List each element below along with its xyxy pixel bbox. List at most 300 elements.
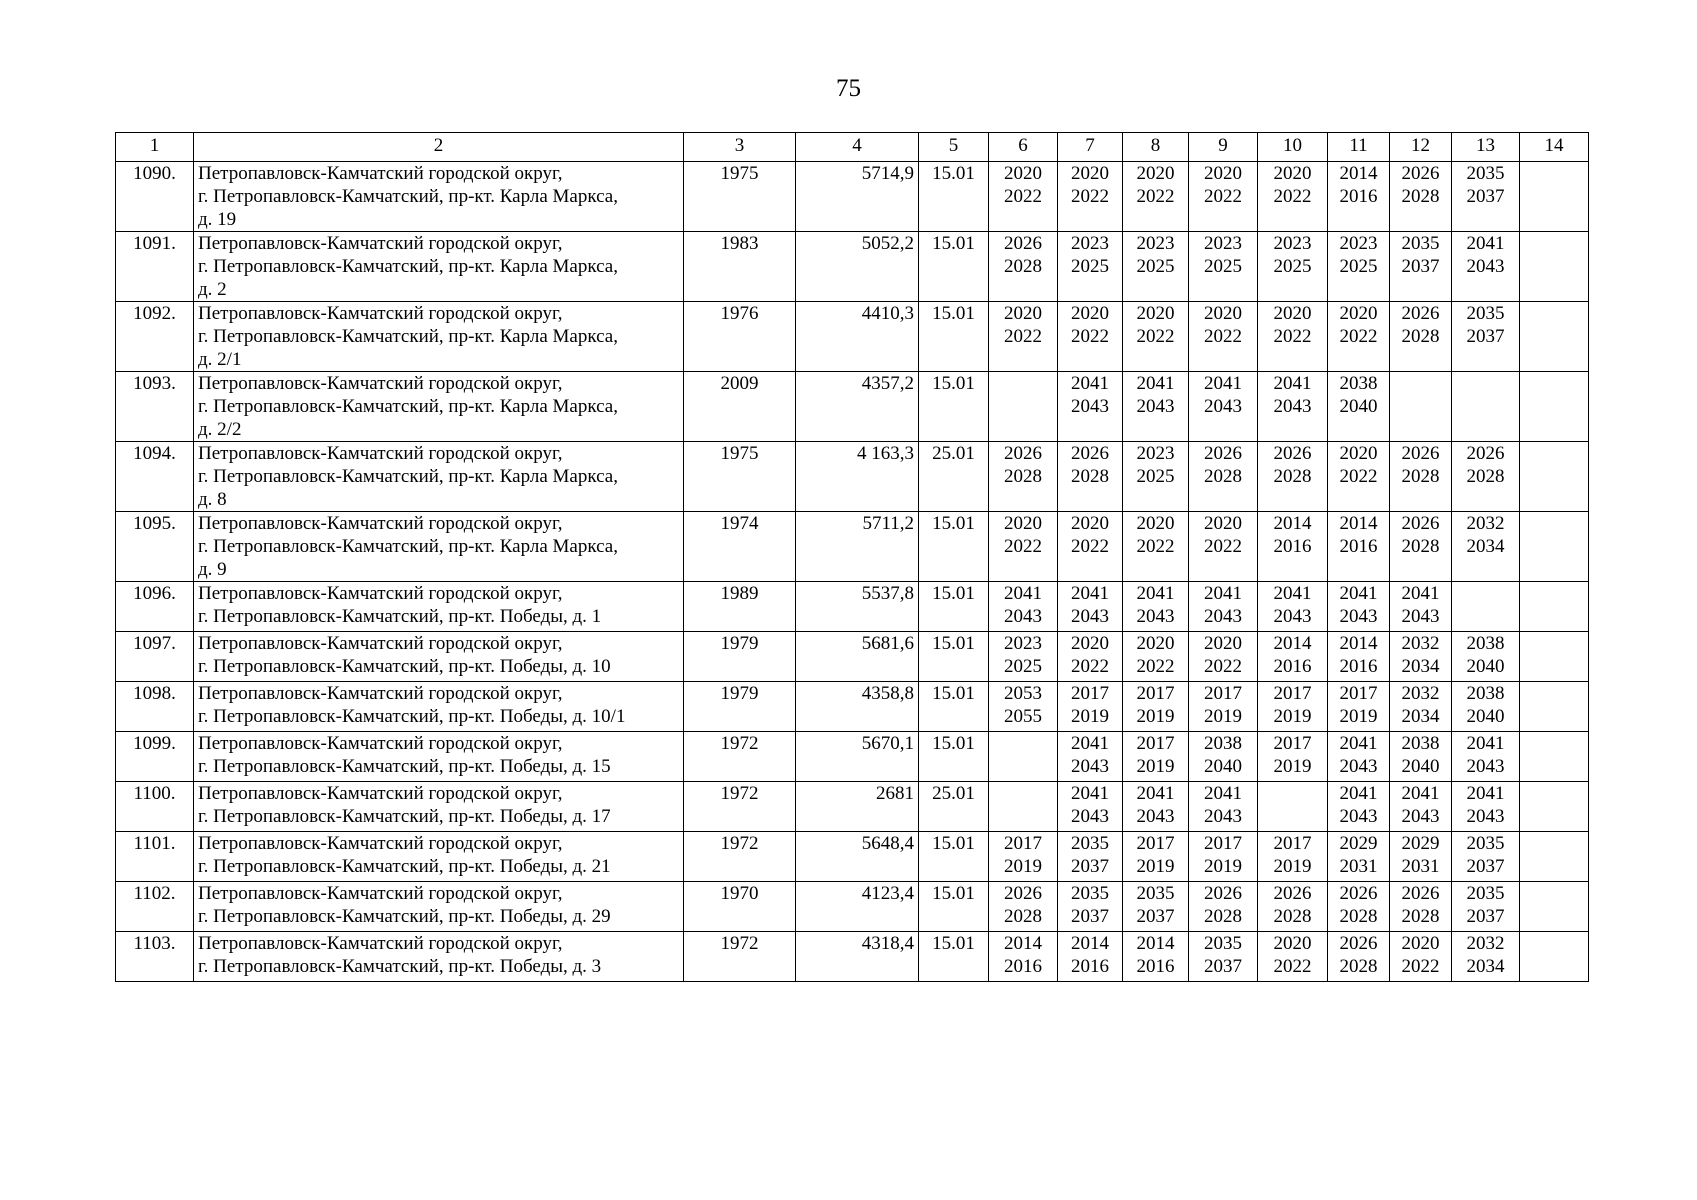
area-cell: 4410,3 — [796, 302, 919, 372]
period-start-year: 2053 — [1004, 683, 1042, 704]
address-line: д. 8 — [198, 489, 227, 510]
column-14-cell — [1520, 582, 1589, 632]
period-start-year: 2020 — [1204, 513, 1242, 534]
period-cell — [1390, 232, 1452, 302]
period-end-year: 2022 — [1136, 326, 1175, 347]
period-end-year: 2034 — [1401, 706, 1440, 727]
period-cell — [1189, 632, 1258, 682]
period-cell — [1058, 632, 1123, 682]
build-year-cell: 1972 — [684, 932, 796, 982]
period-start-year: 2035 — [1401, 233, 1440, 254]
address-cell — [194, 782, 684, 832]
period-cell — [1452, 302, 1520, 372]
period-end-year: 2043 — [1273, 396, 1312, 417]
period-end-year: 2016 — [1136, 956, 1175, 977]
period-start-year: 2026 — [1204, 443, 1242, 464]
period-end-year: 2022 — [1004, 536, 1042, 557]
period-end-year: 2028 — [1401, 466, 1440, 487]
address-line: Петропавловск-Камчатский городской округ, — [198, 513, 563, 534]
period-start-year: 2041 — [1273, 373, 1312, 394]
period-end-year: 2055 — [1004, 706, 1042, 727]
period-end-year: 2043 — [1004, 606, 1042, 627]
period-cell — [1328, 442, 1390, 512]
period-start-year: 2014 — [1136, 933, 1175, 954]
period-cell — [1189, 732, 1258, 782]
period-cell — [989, 372, 1058, 442]
period-end-year: 2028 — [1401, 906, 1440, 927]
row-number-cell: 1103. — [116, 932, 194, 982]
period-end-year: 2040 — [1204, 756, 1242, 777]
column-14-cell — [1520, 162, 1589, 232]
period-end-year: 2028 — [1004, 466, 1042, 487]
period-cell — [1258, 302, 1328, 372]
address-cell — [194, 632, 684, 682]
period-start-year: 2017 — [1273, 683, 1312, 704]
period-end-year: 2022 — [1071, 326, 1109, 347]
table-row — [116, 782, 1589, 832]
code-cell: 15.01 — [919, 732, 989, 782]
period-cell — [1328, 162, 1390, 232]
period-cell — [1123, 782, 1189, 832]
period-start-year: 2017 — [1004, 833, 1042, 854]
address-line: г. Петропавловск-Камчатский, пр-кт. Карла Маркса, — [198, 326, 618, 347]
period-start-year: 2023 — [1004, 633, 1042, 654]
period-start-year: 2017 — [1273, 733, 1312, 754]
area-cell: 4357,2 — [796, 372, 919, 442]
build-year-cell: 1989 — [684, 582, 796, 632]
period-cell — [1390, 682, 1452, 732]
period-start-year: 2014 — [1339, 513, 1378, 534]
period-start-year: 2020 — [1004, 163, 1042, 184]
period-cell — [1452, 832, 1520, 882]
period-cell — [1452, 442, 1520, 512]
code-cell: 15.01 — [919, 932, 989, 982]
period-start-year: 2035 — [1071, 883, 1109, 904]
period-cell — [1189, 442, 1258, 512]
period-start-year: 2035 — [1136, 883, 1175, 904]
code-cell: 25.01 — [919, 442, 989, 512]
row-number-cell: 1094. — [116, 442, 194, 512]
address-cell — [194, 442, 684, 512]
table-row — [116, 372, 1589, 442]
row-number-cell: 1097. — [116, 632, 194, 682]
period-start-year: 2026 — [1401, 443, 1440, 464]
period-cell — [989, 782, 1058, 832]
period-end-year: 2019 — [1204, 706, 1242, 727]
period-start-year: 2020 — [1339, 303, 1378, 324]
period-cell — [1123, 732, 1189, 782]
period-start-year: 2026 — [1401, 303, 1440, 324]
build-year-cell: 1972 — [684, 832, 796, 882]
period-cell — [1058, 732, 1123, 782]
table-row — [116, 582, 1589, 632]
period-end-year: 2043 — [1466, 806, 1505, 827]
period-start-year: 2035 — [1204, 933, 1242, 954]
period-end-year: 2037 — [1204, 956, 1242, 977]
period-cell — [1258, 832, 1328, 882]
period-start-year: 2035 — [1466, 883, 1505, 904]
period-cell — [1258, 512, 1328, 582]
period-start-year: 2020 — [1204, 633, 1242, 654]
period-cell — [989, 882, 1058, 932]
period-end-year: 2043 — [1136, 806, 1175, 827]
period-start-year: 2017 — [1204, 833, 1242, 854]
address-cell — [194, 682, 684, 732]
period-start-year: 2041 — [1339, 733, 1378, 754]
period-cell — [1452, 372, 1520, 442]
period-end-year: 2016 — [1339, 656, 1378, 677]
period-end-year: 2034 — [1401, 656, 1440, 677]
period-end-year: 2028 — [1204, 466, 1242, 487]
period-cell — [989, 512, 1058, 582]
period-cell — [1452, 682, 1520, 732]
address-line: Петропавловск-Камчатский городской округ, — [198, 733, 563, 754]
period-end-year: 2019 — [1339, 706, 1378, 727]
period-cell — [1328, 512, 1390, 582]
period-start-year: 2032 — [1401, 633, 1440, 654]
period-start-year: 2023 — [1071, 233, 1109, 254]
area-cell: 5052,2 — [796, 232, 919, 302]
period-end-year: 2028 — [1071, 466, 1109, 487]
period-start-year: 2020 — [1204, 303, 1242, 324]
period-start-year: 2035 — [1466, 163, 1505, 184]
period-end-year: 2022 — [1071, 536, 1109, 557]
period-cell — [1390, 582, 1452, 632]
column-14-cell — [1520, 632, 1589, 682]
period-end-year: 2031 — [1401, 856, 1440, 877]
row-number-cell: 1093. — [116, 372, 194, 442]
period-cell — [1328, 932, 1390, 982]
area-cell: 4318,4 — [796, 932, 919, 982]
period-cell — [1123, 632, 1189, 682]
area-cell: 5537,8 — [796, 582, 919, 632]
address-line: г. Петропавловск-Камчатский, пр-кт. Карла Маркса, — [198, 536, 618, 557]
code-cell: 15.01 — [919, 232, 989, 302]
build-year-cell: 1974 — [684, 512, 796, 582]
period-cell — [1058, 442, 1123, 512]
period-start-year: 2020 — [1273, 933, 1312, 954]
period-end-year: 2025 — [1136, 256, 1175, 277]
period-start-year: 2026 — [1204, 883, 1242, 904]
period-end-year: 2022 — [1401, 956, 1440, 977]
period-cell — [1189, 582, 1258, 632]
period-cell — [1452, 232, 1520, 302]
address-line: Петропавловск-Камчатский городской округ, — [198, 933, 563, 954]
period-cell — [989, 682, 1058, 732]
period-start-year: 2029 — [1401, 833, 1440, 854]
period-cell — [1123, 512, 1189, 582]
period-cell — [1189, 512, 1258, 582]
period-end-year: 2022 — [1071, 656, 1109, 677]
period-start-year: 2041 — [1401, 583, 1440, 604]
period-end-year: 2016 — [1273, 536, 1312, 557]
address-line: Петропавловск-Камчатский городской округ, — [198, 373, 563, 394]
table-row — [116, 162, 1589, 232]
period-end-year: 2025 — [1204, 256, 1242, 277]
period-end-year: 2028 — [1004, 256, 1042, 277]
area-cell: 2681 — [796, 782, 919, 832]
period-start-year: 2014 — [1339, 163, 1378, 184]
period-cell — [1189, 682, 1258, 732]
period-cell — [1123, 832, 1189, 882]
period-end-year: 2043 — [1071, 396, 1109, 417]
period-cell — [1328, 882, 1390, 932]
area-cell: 5714,9 — [796, 162, 919, 232]
address-cell — [194, 512, 684, 582]
period-cell — [989, 302, 1058, 372]
period-start-year: 2020 — [1204, 163, 1242, 184]
code-cell: 15.01 — [919, 882, 989, 932]
period-cell — [1123, 582, 1189, 632]
period-end-year: 2040 — [1339, 396, 1378, 417]
period-cell — [1328, 782, 1390, 832]
period-start-year: 2026 — [1401, 513, 1440, 534]
buildings-table — [115, 132, 1589, 982]
period-end-year: 2028 — [1204, 906, 1242, 927]
address-line: г. Петропавловск-Камчатский, пр-кт. Победы, д. 15 — [198, 756, 611, 777]
period-start-year: 2023 — [1339, 233, 1378, 254]
period-cell — [1452, 882, 1520, 932]
column-header: 14 — [1520, 133, 1589, 162]
period-cell — [1328, 732, 1390, 782]
address-line: г. Петропавловск-Камчатский, пр-кт. Победы, д. 1 — [198, 606, 602, 627]
period-start-year: 2026 — [1339, 933, 1378, 954]
period-end-year: 2019 — [1136, 706, 1175, 727]
period-start-year: 2041 — [1136, 583, 1175, 604]
period-end-year: 2022 — [1273, 956, 1312, 977]
period-cell — [1452, 632, 1520, 682]
period-start-year: 2014 — [1273, 633, 1312, 654]
period-start-year: 2041 — [1071, 733, 1109, 754]
table-body — [116, 162, 1589, 982]
period-start-year: 2041 — [1401, 783, 1440, 804]
period-cell — [1328, 632, 1390, 682]
period-start-year: 2041 — [1204, 583, 1242, 604]
code-cell: 15.01 — [919, 162, 989, 232]
period-cell — [1189, 832, 1258, 882]
period-cell — [1390, 442, 1452, 512]
period-end-year: 2022 — [1273, 186, 1312, 207]
build-year-cell: 1979 — [684, 632, 796, 682]
address-cell — [194, 372, 684, 442]
table-row — [116, 682, 1589, 732]
period-start-year: 2029 — [1339, 833, 1378, 854]
period-cell — [1258, 232, 1328, 302]
column-header: 5 — [919, 133, 989, 162]
period-start-year: 2041 — [1204, 783, 1242, 804]
address-line: Петропавловск-Камчатский городской округ, — [198, 163, 563, 184]
code-cell: 25.01 — [919, 782, 989, 832]
table-row — [116, 932, 1589, 982]
area-cell: 5681,6 — [796, 632, 919, 682]
period-start-year: 2026 — [1004, 233, 1042, 254]
period-start-year: 2041 — [1136, 783, 1175, 804]
column-14-cell — [1520, 232, 1589, 302]
period-end-year: 2025 — [1273, 256, 1312, 277]
address-line: д. 9 — [198, 559, 227, 580]
column-header: 2 — [194, 133, 684, 162]
period-start-year: 2020 — [1273, 303, 1312, 324]
period-start-year: 2038 — [1466, 683, 1505, 704]
table-row — [116, 512, 1589, 582]
period-cell — [1452, 732, 1520, 782]
period-end-year: 2025 — [1004, 656, 1042, 677]
table-row — [116, 732, 1589, 782]
period-end-year: 2034 — [1466, 536, 1505, 557]
period-cell — [1258, 782, 1328, 832]
period-start-year: 2014 — [1339, 633, 1378, 654]
period-start-year: 2041 — [1204, 373, 1242, 394]
period-end-year: 2028 — [1339, 956, 1378, 977]
period-end-year: 2019 — [1071, 706, 1109, 727]
period-end-year: 2022 — [1204, 186, 1242, 207]
table-row — [116, 442, 1589, 512]
row-number-cell: 1096. — [116, 582, 194, 632]
period-end-year: 2028 — [1466, 466, 1505, 487]
period-cell — [1058, 832, 1123, 882]
period-start-year: 2041 — [1466, 733, 1505, 754]
period-start-year: 2023 — [1136, 443, 1175, 464]
period-cell — [1058, 932, 1123, 982]
period-cell — [1390, 302, 1452, 372]
period-end-year: 2019 — [1136, 856, 1175, 877]
column-14-cell — [1520, 782, 1589, 832]
period-end-year: 2019 — [1273, 856, 1312, 877]
row-number-cell: 1095. — [116, 512, 194, 582]
period-end-year: 2028 — [1004, 906, 1042, 927]
period-end-year: 2028 — [1401, 186, 1440, 207]
column-14-cell — [1520, 302, 1589, 372]
period-cell — [1123, 232, 1189, 302]
period-cell — [1452, 512, 1520, 582]
address-line: г. Петропавловск-Камчатский, пр-кт. Победы, д. 21 — [198, 856, 611, 877]
column-header: 4 — [796, 133, 919, 162]
build-year-cell: 1976 — [684, 302, 796, 372]
build-year-cell: 1979 — [684, 682, 796, 732]
period-start-year: 2026 — [1466, 443, 1505, 464]
period-end-year: 2028 — [1401, 326, 1440, 347]
period-start-year: 2017 — [1136, 833, 1175, 854]
period-cell — [1390, 832, 1452, 882]
address-cell — [194, 232, 684, 302]
column-14-cell — [1520, 732, 1589, 782]
period-cell — [989, 162, 1058, 232]
row-number-cell: 1102. — [116, 882, 194, 932]
column-14-cell — [1520, 682, 1589, 732]
period-start-year: 2020 — [1004, 513, 1042, 534]
row-number-cell: 1098. — [116, 682, 194, 732]
period-cell — [989, 232, 1058, 302]
period-end-year: 2043 — [1204, 606, 1242, 627]
period-end-year: 2022 — [1004, 186, 1042, 207]
period-end-year: 2022 — [1273, 326, 1312, 347]
period-start-year: 2020 — [1401, 933, 1440, 954]
period-cell — [1058, 582, 1123, 632]
period-cell — [1258, 632, 1328, 682]
address-cell — [194, 832, 684, 882]
period-end-year: 2031 — [1339, 856, 1378, 877]
period-cell — [1328, 832, 1390, 882]
period-start-year: 2026 — [1071, 443, 1109, 464]
address-cell — [194, 732, 684, 782]
period-cell — [1390, 782, 1452, 832]
period-end-year: 2043 — [1071, 756, 1109, 777]
period-start-year: 2014 — [1071, 933, 1109, 954]
table-row — [116, 882, 1589, 932]
period-end-year: 2043 — [1466, 256, 1505, 277]
area-cell: 5711,2 — [796, 512, 919, 582]
period-start-year: 2041 — [1071, 373, 1109, 394]
period-end-year: 2022 — [1204, 656, 1242, 677]
period-end-year: 2040 — [1401, 756, 1440, 777]
period-end-year: 2043 — [1339, 606, 1378, 627]
period-start-year: 2038 — [1466, 633, 1505, 654]
period-end-year: 2043 — [1339, 756, 1378, 777]
address-line: г. Петропавловск-Камчатский, пр-кт. Победы, д. 10 — [198, 656, 611, 677]
period-end-year: 2025 — [1136, 466, 1175, 487]
period-start-year: 2026 — [1401, 163, 1440, 184]
period-start-year: 2020 — [1004, 303, 1042, 324]
address-line: г. Петропавловск-Камчатский, пр-кт. Победы, д. 10/1 — [198, 706, 626, 727]
period-start-year: 2020 — [1136, 633, 1175, 654]
address-line: г. Петропавловск-Камчатский, пр-кт. Карла Маркса, — [198, 466, 618, 487]
period-start-year: 2041 — [1273, 583, 1312, 604]
period-start-year: 2017 — [1339, 683, 1378, 704]
period-end-year: 2043 — [1339, 806, 1378, 827]
period-start-year: 2035 — [1466, 303, 1505, 324]
period-end-year: 2043 — [1401, 606, 1440, 627]
period-end-year: 2022 — [1204, 326, 1242, 347]
period-cell — [1452, 932, 1520, 982]
period-start-year: 2020 — [1071, 513, 1109, 534]
period-end-year: 2025 — [1339, 256, 1378, 277]
period-end-year: 2022 — [1204, 536, 1242, 557]
period-start-year: 2026 — [1339, 883, 1378, 904]
period-end-year: 2037 — [1071, 856, 1109, 877]
area-cell: 4358,8 — [796, 682, 919, 732]
column-14-cell — [1520, 932, 1589, 982]
build-year-cell: 1972 — [684, 732, 796, 782]
period-end-year: 2019 — [1273, 706, 1312, 727]
period-end-year: 2022 — [1136, 186, 1175, 207]
period-end-year: 2019 — [1273, 756, 1312, 777]
address-line: Петропавловск-Камчатский городской округ, — [198, 683, 563, 704]
period-end-year: 2019 — [1004, 856, 1042, 877]
period-start-year: 2020 — [1071, 303, 1109, 324]
table-row — [116, 232, 1589, 302]
period-cell — [989, 632, 1058, 682]
period-cell — [1390, 882, 1452, 932]
period-cell — [1058, 162, 1123, 232]
period-end-year: 2016 — [1071, 956, 1109, 977]
period-cell — [1258, 442, 1328, 512]
build-year-cell: 1970 — [684, 882, 796, 932]
period-cell — [1058, 882, 1123, 932]
period-cell — [1123, 372, 1189, 442]
period-end-year: 2022 — [1339, 466, 1378, 487]
period-cell — [1452, 782, 1520, 832]
address-line: г. Петропавловск-Камчатский, пр-кт. Победы, д. 17 — [198, 806, 611, 827]
address-cell — [194, 882, 684, 932]
period-cell — [1058, 782, 1123, 832]
address-line: г. Петропавловск-Камчатский, пр-кт. Карла Маркса, — [198, 396, 618, 417]
period-cell — [1258, 932, 1328, 982]
period-cell — [1123, 162, 1189, 232]
period-start-year: 2023 — [1204, 233, 1242, 254]
period-end-year: 2037 — [1136, 906, 1175, 927]
period-end-year: 2043 — [1071, 606, 1109, 627]
period-start-year: 2017 — [1071, 683, 1109, 704]
